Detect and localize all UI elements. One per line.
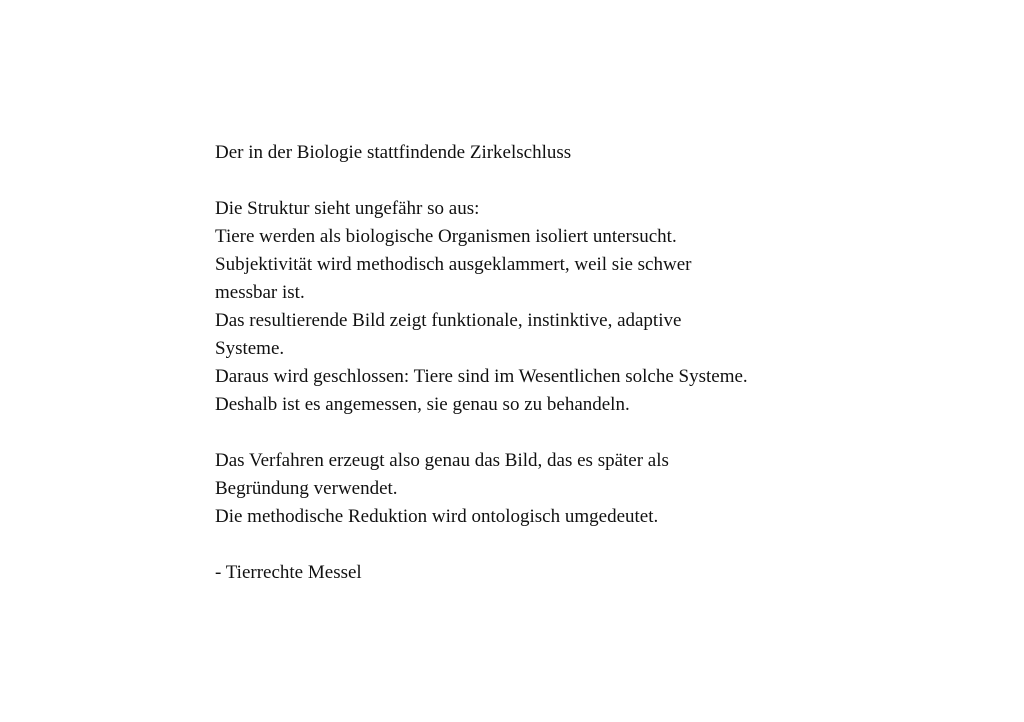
paragraph1-line: Tiere werden als biologische Organismen isoliert untersucht. bbox=[215, 226, 677, 247]
paragraph1-line: Deshalb ist es angemessen, sie genau so zu behandeln. bbox=[215, 394, 630, 415]
paragraph2-line: Begründung verwendet. bbox=[215, 478, 398, 499]
paragraph2-line: Das Verfahren erzeugt also genau das Bild, das es später als bbox=[215, 450, 669, 471]
blank-line bbox=[215, 531, 855, 559]
blank-line bbox=[215, 419, 855, 447]
signature: - Tierrechte Messel bbox=[215, 562, 362, 583]
paragraph1-line: messbar ist. bbox=[215, 282, 305, 303]
paragraph1-line: Subjektivität wird methodisch ausgeklammert, weil sie schwer bbox=[215, 254, 692, 275]
document-title: Der in der Biologie stattfindende Zirkelschluss bbox=[215, 142, 572, 163]
blank-line bbox=[215, 167, 855, 195]
paragraph1-line: Das resultierende Bild zeigt funktionale, instinktive, adaptive bbox=[215, 310, 682, 331]
paragraph1-line: Daraus wird geschlossen: Tiere sind im Wesentlichen solche Systeme. bbox=[215, 366, 748, 387]
paragraph1-line: Systeme. bbox=[215, 338, 285, 359]
text-block bbox=[215, 139, 855, 587]
paragraph2-line: Die methodische Reduktion wird ontologisch umgedeutet. bbox=[215, 506, 659, 527]
paragraph1-line: Die Struktur sieht ungefähr so aus: bbox=[215, 198, 480, 219]
